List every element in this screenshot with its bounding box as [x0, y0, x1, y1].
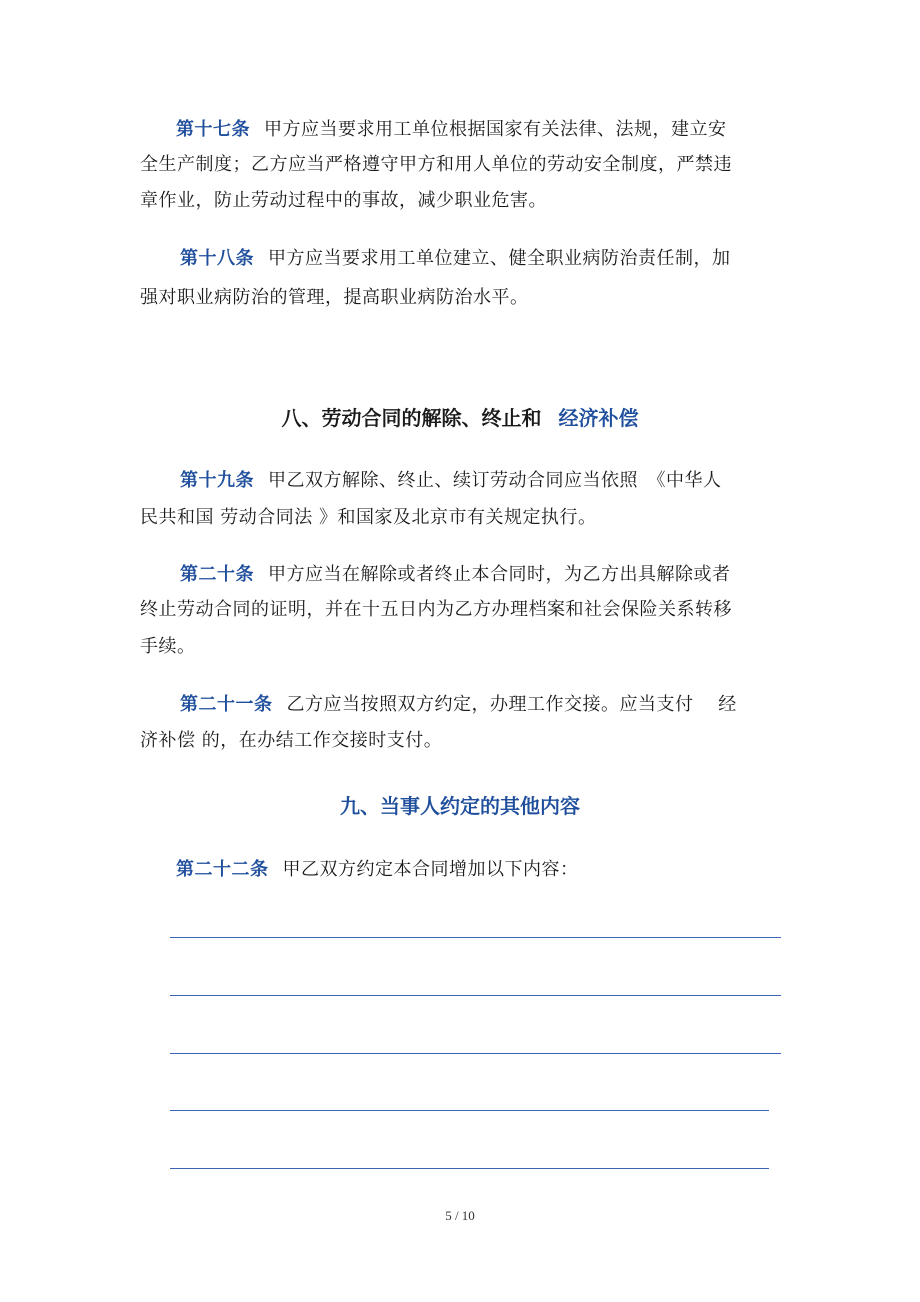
article-18-text-1: 甲方应当要求用工单位建立、健全职业病防治责任制，加: [268, 248, 731, 269]
article-22-line-1: [176, 853, 780, 887]
article-17-text-1: 甲方应当要求用工单位根据国家有关法律、法规，建立安: [264, 119, 727, 140]
article-19-line-2: 民共和国 劳动合同法 》和国家及北京市有关规定执行。: [140, 507, 597, 528]
article-18-label: 第十八条: [180, 248, 254, 269]
page-number: 5 / 10: [445, 1208, 475, 1223]
article-20-label: 第二十条: [180, 564, 254, 585]
article-22-text-1: 甲乙双方约定本合同增加以下内容：: [282, 859, 579, 880]
blank-fill-line-5[interactable]: [170, 1168, 769, 1169]
article-18-line-2: 强对职业病防治的管理，提高职业病防治水平。: [140, 287, 529, 308]
article-17-line-1: [176, 113, 786, 147]
blank-fill-line-3[interactable]: [170, 1053, 781, 1054]
section-8-heading: [0, 400, 920, 436]
article-20-line-3: 手续。: [140, 636, 196, 657]
article-17-line-2: 全生产制度；乙方应当严格遵守甲方和用人单位的劳动安全制度，严禁违: [140, 154, 732, 175]
blank-fill-line-2[interactable]: [170, 995, 781, 996]
article-22-label: 第二十二条: [176, 859, 269, 880]
article-21-line-1: [180, 688, 780, 722]
article-20-line-1: [180, 558, 780, 592]
article-18-line-1: [180, 242, 780, 276]
article-20-text-1: 甲方应当在解除或者终止本合同时，为乙方出具解除或者: [268, 564, 731, 585]
section-8-title: 八、劳动合同的解除、终止和: [281, 406, 542, 430]
article-17-line-3: 章作业，防止劳动过程中的事故，减少职业危害。: [140, 190, 547, 211]
article-21-line-2: 济补偿 的，在办结工作交接时支付。: [140, 730, 443, 751]
blank-fill-line-1[interactable]: [170, 937, 781, 938]
article-19-label: 第十九条: [180, 470, 254, 491]
article-20-line-2: 终止劳动合同的证明，并在十五日内为乙方办理档案和社会保险关系转移: [140, 599, 732, 620]
article-21-label: 第二十一条: [180, 694, 273, 715]
article-21-text-1: 乙方应当按照双方约定，办理工作交接。应当支付 经: [286, 694, 737, 715]
section-9-heading: 九、当事人约定的其他内容: [340, 794, 580, 818]
article-19-text-1: 甲乙双方解除、终止、续订劳动合同应当依照 《中华人: [268, 470, 722, 491]
section-8-title-highlight: 经济补偿: [558, 406, 639, 430]
article-17-label: 第十七条: [176, 119, 250, 140]
article-19-line-1: [180, 464, 780, 498]
blank-fill-line-4[interactable]: [170, 1110, 769, 1111]
